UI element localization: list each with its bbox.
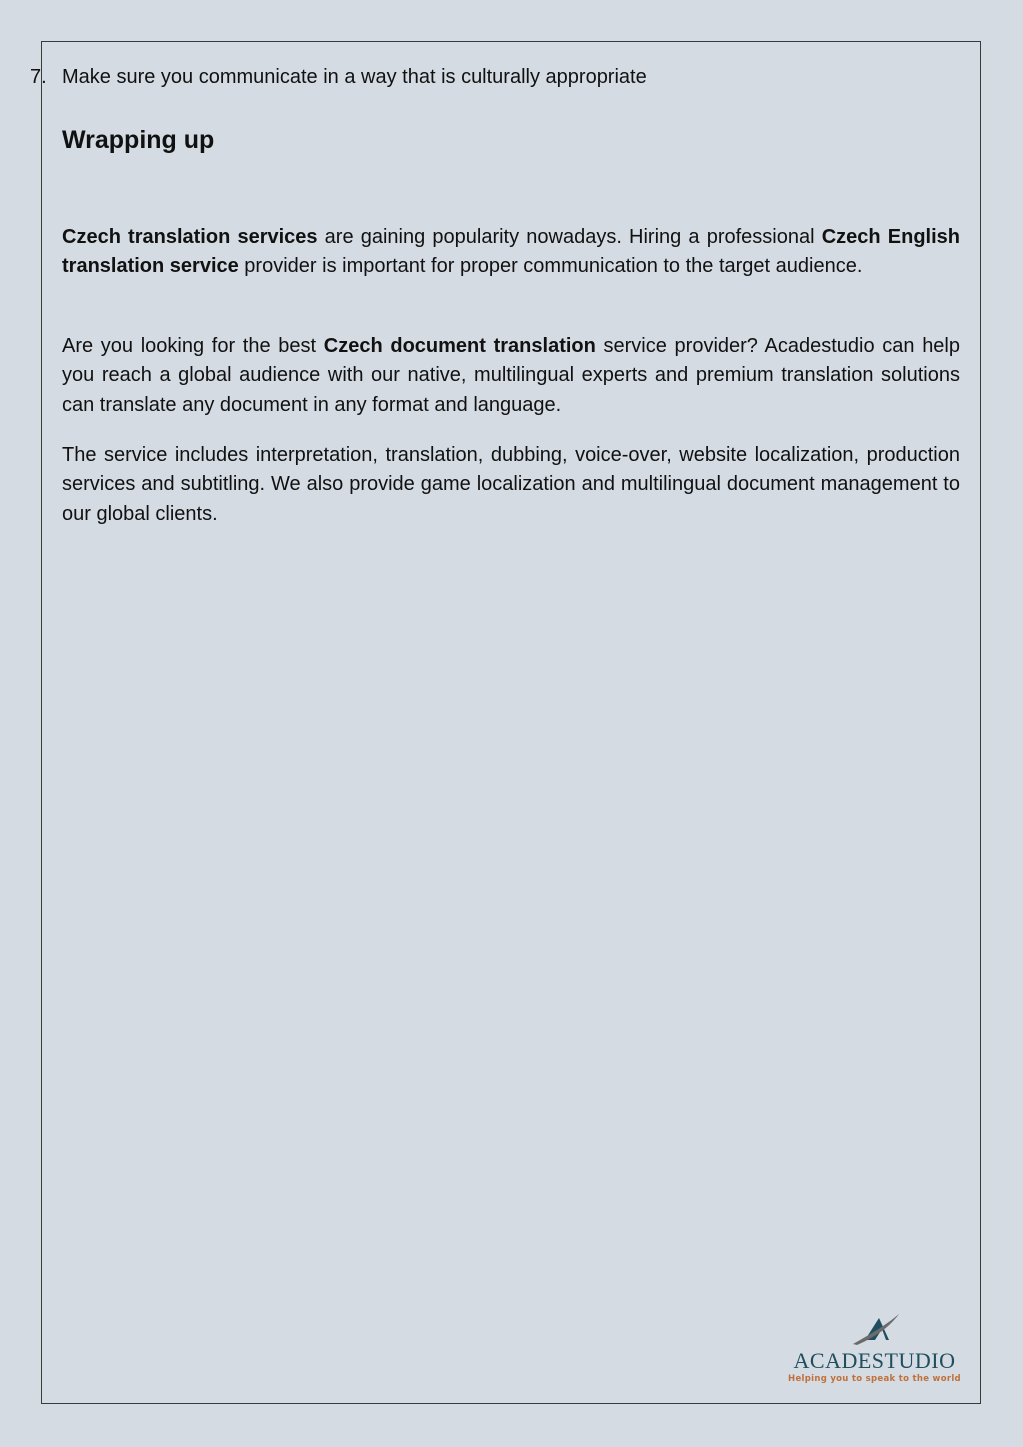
paragraph-3-text-1: The service includes interpretation, translation, dubbing, voice-over, website localization, production services and subtitling. We also provide game localization and multilingual document management to our global clients. [62, 444, 960, 525]
paragraph-1-bold-1: Czech translation services [62, 226, 318, 248]
list-item [30, 64, 647, 90]
section-heading: Wrapping up [62, 126, 215, 154]
paragraph-1-bold-2: Czech English translation service [62, 226, 960, 278]
logo-tagline: Helping you to speak to the world [788, 1374, 961, 1384]
paragraph-2-bold-1: Czech document translation [323, 335, 596, 357]
acadestudio-logo [782, 1310, 967, 1390]
mountain-swoosh-logo-icon [845, 1310, 905, 1346]
list-item-number: 7. [30, 66, 47, 88]
paragraph-1-text-1: are gaining popularity nowadays. Hiring a professional [317, 226, 822, 248]
list-item-text: Make sure you communicate in a way that is culturally appropriate [62, 66, 647, 88]
paragraph-1 [62, 223, 960, 282]
paragraph-2-text-2: service provider? Acadestudio can help you reach a global audience with our native, multilingual experts and premium translation solutions can translate any document in any format and language. [62, 335, 961, 416]
paragraph-2 [62, 332, 960, 420]
paragraph-1-text-2: provider is important for proper communication to the target audience. [238, 255, 863, 278]
logo-name: ACADESTUDIO [793, 1348, 956, 1373]
paragraph-3 [62, 441, 960, 529]
paragraph-2-text-1: Are you looking for the best [62, 335, 324, 357]
